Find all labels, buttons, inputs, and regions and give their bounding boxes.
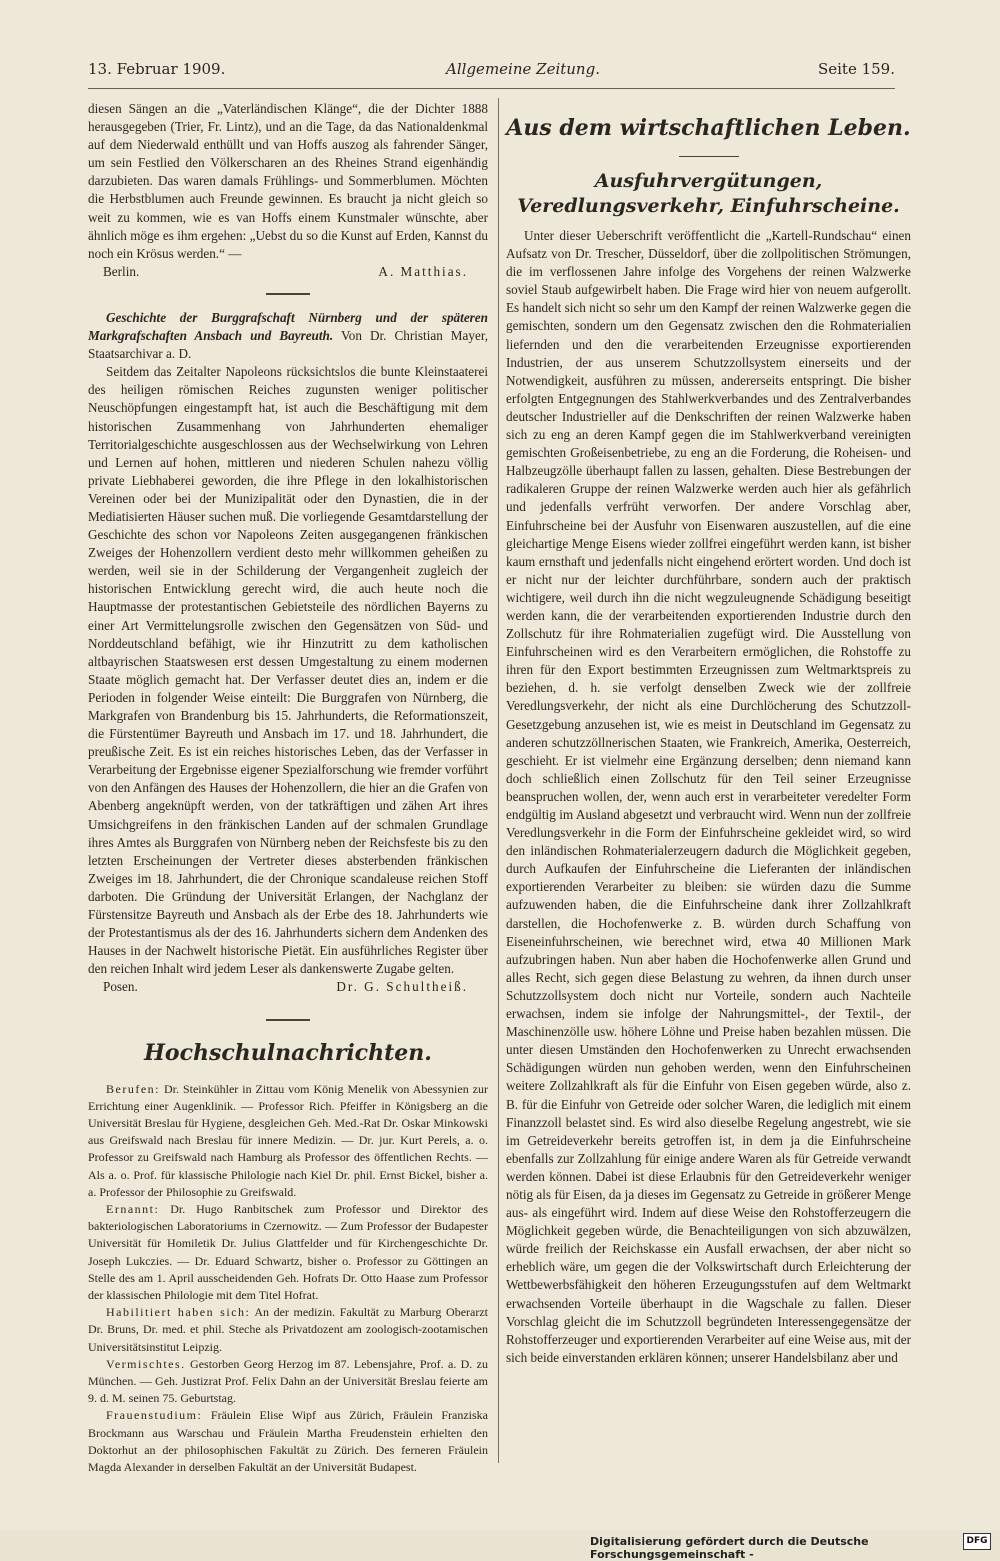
news-habilitiert bbox=[88, 1304, 488, 1356]
review-title: Geschichte der Burggrafschaft Nürnberg und der späteren Markgrafschaften Ansbach und Bayreuth. bbox=[88, 309, 488, 344]
article-title: Ausfuhrvergütungen, Veredlungsverkehr, Einfuhrscheine. bbox=[517, 170, 900, 217]
news-vermischtes-label: Vermischtes. bbox=[106, 1356, 186, 1371]
news-berufen-text: Dr. Steinkühler in Zittau vom König Menelik von Abessynien zur Errichtung einer Augenklinik. — Professor Rich. Pfeiffer in Königsberg an die Universität Breslau für Hygiene, desgleichen Geh. Med.-Rat Dr. Oskar Minkowski aus Greifswald nach Breslau für innere Medizin. — Dr. jur. Kurt Perels, a. o. Professor zu Greifswald nach Hamburg als Professor des öffentlichen Rechts. — Als a. o. Prof. für klassische Philologie nach Kiel Dr. phil. Ernst Bickel, bisher a. a. Professor der Philosophie zu Greifswald. bbox=[88, 1081, 489, 1199]
review-author: Dr. G. Schultheiß. bbox=[336, 979, 468, 995]
intro-author: A. Matthias. bbox=[378, 263, 468, 279]
review-heading bbox=[88, 309, 488, 363]
news-vermischtes-text: Gestorben Georg Herzog im 87. Lebensjahre, Prof. a. D. zu München. — Geh. Justizrat Prof. Felix Dahn an der Universität Breslau feierte am 9. d. M. seinen 75. Geburtstag. bbox=[88, 1356, 488, 1406]
separator bbox=[679, 156, 739, 157]
review-paragraph: Seitdem das Zeitalter Napoleons rücksichtslos die bunte Kleinstaaterei des heiligen römischen Reiches zugunsten weniger politischer Neuschöpfungen eingestampft hat, ist auch die Beschäftigung mit dem historischen Zusammenhang von Jahrhunderten ehemaliger Territorialgeschichte ausgeschlossen aus der Wechselwirkung von Lehren und Lernen auf hohen, mittleren und niederen Schulen nahezu völlig private Liebhaberei geworden, die ihre Pflege in den lokalhistorischen Vereinen oder bei der Munizipalität oder den Dynastien, die in der Mediatisierten Häuser suchen muß. Die vorliegende Gesamtdarstellung der Geschichte des schon vor Napoleons Zeiten ausgegangenen fränkischen Zweiges der Hohenzollern verdient desto mehr willkommen geheißen zu werden, weil sie in der Schilderung der Vergangenheit zugleich der historischen Entwicklung gerecht wird, die auch heute noch die Hauptmasse der protestantischen Gebietsteile des nördlichen Bayerns zu einer Art Vermittelungsrolle zwischen den Gegensätzen von Süd- und Norddeutschland befähigt, wie ihr Hinzutritt zu dem katholischen altbayrischen Staatswesen erst dessen Umgestaltung zu einem modernen Staate möglich gemacht hat. Der Verfasser deutet dies an, indem er die Perioden in folgender Weise einteilt: Die Burggrafen von Nürnberg, die Markgrafen von Brandenburg bis 15. Jahrhunderts, die Reformationszeit, die Fürstentümer Bayreuth und Ansbach im 17. und 18. Jahrhundert, die preußische Zeit. Es ist ein reiches historisches Leben, das der Verfasser in Verarbeitung der Ergebnisse eigener Spezialforschung wie fremder vorführt von den Anfängen des Hauses der Hohenzollern, die hier an die Grafen von Abenberg angeknüpft werden, von der tatkräftigen und zähen Art ihres Umsichgreifens in den fränkischen Landen auf der schmalen Grundlage ihres Amtes als Burggrafen von Nürnberg neben der Reichsfeste bis zu den letzten Erscheinungen der Vertreter dieses absterbenden fränkischen Zweiges im 18. Jahrhundert, die der Chronique scandaleuse reichen Stoff darboten. Die Gründung der Universität Erlangen, der Nachglanz der Fürstensitze Bayreuth und Ansbach als der Erbe des 18. Jahrhunderts wie der Protestantismus als der des 16. Jahrhunderts sichern dem Andenken des Hauses in der Nachwelt historische Pietät. Ein ausführliches Register über den reichen Inhalt wird jedem Leser als dankenswerte Zugabe gelten. bbox=[88, 364, 488, 977]
news-ernannt-text: Dr. Hugo Ranbitschek zum Professor und Direktor des bakteriologischen Laboratoriums in Czernowitz. — Zum Professor der Budapester Universität für Homiletik Dr. Julius Glattfelder und für Kirchengeschichte Dr. Joseph Lukczies. — Dr. Eduard Schwartz, bisher o. Professor zu Göttingen an Stelle des am 1. April ausscheidenden Geh. Hofrats Dr. Otto Haase zum Professor der klassischen Philologie mit dem Titel Hofrat. bbox=[88, 1201, 489, 1302]
dfg-logo: DFG bbox=[963, 1533, 991, 1550]
left-column bbox=[88, 100, 488, 1476]
section-title-wirtschaft: Aus dem wirtschaftlichen Leben. bbox=[506, 115, 911, 141]
review-byline: Von Dr. Christian Mayer, Staatsarchivar a. D. bbox=[88, 328, 488, 362]
news-frauenstudium bbox=[88, 1407, 488, 1476]
news-ernannt bbox=[88, 1201, 488, 1304]
separator bbox=[266, 1019, 310, 1021]
news-habilitiert-text: An der medizin. Fakultät zu Marburg Oberarzt Dr. Bruns, Dr. med. et phil. Steche als Privatdozent am zoologisch-zootamischen Universitätsinstitut Leipzig. bbox=[88, 1305, 488, 1354]
separator bbox=[266, 293, 310, 295]
header-date: 13. Februar 1909. bbox=[88, 60, 226, 78]
news-berufen bbox=[88, 1081, 488, 1201]
news-frauenstudium-text: Fräulein Elise Wipf aus Zürich, Fräulein Franziska Brockmann aus Warschau und Fräulein Martha Freudenstein erhielten den Doktorhut an der philosophischen Fakultät zu Zürich. Des ferneren Fräulein Magda Alexander in derselben Fakultät an der Universität Budapest. bbox=[88, 1408, 488, 1474]
intro-paragraph: diesen Sängen an die „Vaterländischen Klänge“, die der Dichter 1888 herausgegeben (Trier, Fr. Lintz), und an die Tage, da das Nationaldenkmal auf dem Niederwald enthüllt und van Hoffs auszog als fahrender Sänger, um sein Festlied den Völkerscharen an des Rheines Strand eigenhändig darzubieten. Das waren damals Frühlings- und Sommerblumen. Möchten die Herbstblumen auch Freunde gewinnen. Es braucht ja nicht gleich so weit zu kommen, wie es van Hoffs einem Kunstmaler wünschte, aber ähnlich möge es ihm ergehen: „Uebst du so die Kunst auf Erden, Kannst du noch ein Krösus werden.“ — bbox=[88, 101, 488, 261]
column-divider bbox=[498, 98, 499, 1463]
right-column bbox=[506, 100, 911, 1367]
news-ernannt-label: Ernannt: bbox=[106, 1201, 160, 1216]
news-habilitiert-label: Habilitiert haben sich: bbox=[106, 1305, 251, 1320]
header-rule bbox=[88, 88, 895, 89]
news-vermischtes bbox=[88, 1356, 488, 1408]
university-news bbox=[88, 1081, 488, 1477]
digitization-credit: Digitalisierung gefördert durch die Deutsche Forschungsgemeinschaft - bbox=[590, 1535, 869, 1561]
news-berufen-label: Berufen: bbox=[106, 1081, 160, 1096]
article-paragraph: Unter dieser Ueberschrift veröffentlicht die „Kartell-Rundschau“ einen Aufsatz von Dr. Trescher, Düsseldorf, über die zollpolitischen Strömungen, die im verflossenen Jahre infolge des Vorgehens der reinen Walzwerke soviel Staub aufgewirbelt haben. Die Frage wird hier von neuem aufgerollt. Es handelt sich nicht so sehr um den Kampf der reinen Walzwerke gegen die gemischten, sondern um den Gegensatz zwischen den die Rohmaterialien liefernden und den die verarbeitenden Erzeugnisse exportierenden Industrien, der aus unserem Schutzzollsystem einerseits und der Notwendigkeit, ausführen zu müssen, andererseits entspringt. Die bisher erfolgten Entgegnungen des Stahlwerkverbandes und des Zentralverbandes deutscher Industrieller auf die Denkschriften der reinen Walzwerke haben sich zu eng an deren Kampf gegen die im Stahlwerkverband vereinigten gemischten Großeisenbetriebe, zu eng an die Forderung, die Roheisen- und Halbzeugzölle überhaupt fallen zu lassen, gehalten. Diese Bestrebungen der radikaleren Gruppe der reinen Walzwerke werden auch hier als gefährlich und jedenfalls verfrüht verworfen. Der andere Vorschlag aber, Einfuhrscheine bei der Ausfuhr von Eisenwaren auszustellen, auf die eine gleichartige Menge Eisens wieder zollfrei eingeführt werden kann, ist bisher kaum ernsthaft und jedenfalls nicht eingehend erörtert worden. Und doch ist er nicht nur der leichter durchführbare, sondern auch der praktisch wichtigere, weil durch ihn die nicht wegzuleugnende Schädigung beseitigt werden kann, die der verarbeitenden exportierenden Industrie durch den Zollschutz für ihre Rohmaterialien zugefügt wird. Die Ausstellung von Einfuhrscheinen wird es den Verarbeitern ermöglichen, die Rohstoffe zu ihren für den Export bestimmten Erzeugnissen zum Weltmarktspreis zu beziehen, d. h. sie verfolgt denselben Zweck wie der zollfreie Veredlungsverkehr, der nicht als eine Durchlöcherung des Schutzzoll-Gesetzgebung anzusehen ist, wie es meist in Deutschland im Gegensatz zu anderen schutzzöllnerischen Staaten, wie Frankreich, Amerika, Oesterreich, geschieht. Er ist vielmehr eine Ergänzung derselben; denn niemand kann doch schließlich einen Zollschutz für den Teil seiner Erzeugnisse beanspruchen wollen, der, wenn auch erst in verarbeiteter veredelter Form endgültig im Ausland abgesetzt und verbraucht wird. Wenn nun der zollfreie Veredlungsverkehr in die Form der Einfuhrscheine gekleidet wird, so wird den inländischen Rohmaterialerzeugern dadurch die Möglichkeit gegeben, durch Aufkaufen der Einfuhrscheine die Lieferanten der inländischen exportierenden Verarbeiter zu bleiben: sie würden dazu die Summe aufzuwenden haben, die die Einfuhrscheine dank ihrer Zollzahlkraft darstellen, die Hochofenwerke z. B. würden durch Schaffung von Eiseneinfuhrscheinen, wie berechnet wird, etwa 40 Millionen Mark aufzubringen haben. Nun aber haben die Hochofenwerke allen Grund und alles Recht, sich gegen diese Belastung zu wehren, da ihnen durch unser Schutzzollsystem doch nicht nur Vorteile, sondern auch Nachteile erwachsen, indem sie infolge der Nahrungsmittel-, der Textil-, der Maschinenzölle usw. höhere Löhne und Preise haben bezahlen müssen. Die unter diesen Umständen den Hochofenwerken zu Unrecht erwachsenden Schädigungen würden nun gehoben werden, wenn den Einfuhrscheinen weitere Zollzahlkraft als für die Einfuhr von Eisen gegeben würde, also z. B. für die Einfuhr von Getreide oder solcher Waren, die lediglich mit einem Finanzzoll belastet sind. Es wird also dieselbe Regelung angestrebt, wie sie im Getreideverkehr bereits getroffen ist, in dem ja die Einfuhrscheine ebenfalls zur Zollzahlung für einige andere Waren als für Getreide verwandt werden können. Dabei ist diese Erlaubnis für den Getreideverkehr weniger nötig als für Eisen, da ja dieses im Gegensatz zu Getreide in größerer Menge aus- als eingeführt wird. Indem auf diese Weise den Rohstofferzeugern die Möglichkeit gegeben würde, die Benachteiligungen von sich abzuwälzen, würde freilich der Reichskasse ein Ausfall erwachsen, der aber nicht so erheblich wäre, um gegen die der Volkswirtschaft durch Erleichterung der Wettbewerbsfähigkeit den höheren Erzeugungsstufen auf dem Weltmarkt erwachsenden Vorteile überhaupt in die Wagschale zu fallen. Dieser Vorschlag gleicht die im Schutzzoll begründeten Interessengegensätze der Rohstofferzeuger und exportierenden Verarbeiter auf eine Weise aus, mit der sich beide einverstanden erklären können; unserer Handelsbilanz aber und bbox=[506, 228, 912, 1365]
page-header bbox=[88, 58, 895, 84]
section-title-hochschul: Hochschulnachrichten. bbox=[144, 1039, 432, 1066]
review-signature bbox=[88, 978, 488, 996]
header-page-number: Seite 159. bbox=[817, 60, 895, 78]
news-frauenstudium-label: Frauenstudium: bbox=[106, 1408, 203, 1423]
intro-place: Berlin. bbox=[103, 263, 140, 279]
review-place: Posen. bbox=[103, 979, 138, 995]
intro-signature bbox=[88, 263, 488, 281]
header-newspaper-title: Allgemeine Zeitung. bbox=[446, 60, 600, 78]
